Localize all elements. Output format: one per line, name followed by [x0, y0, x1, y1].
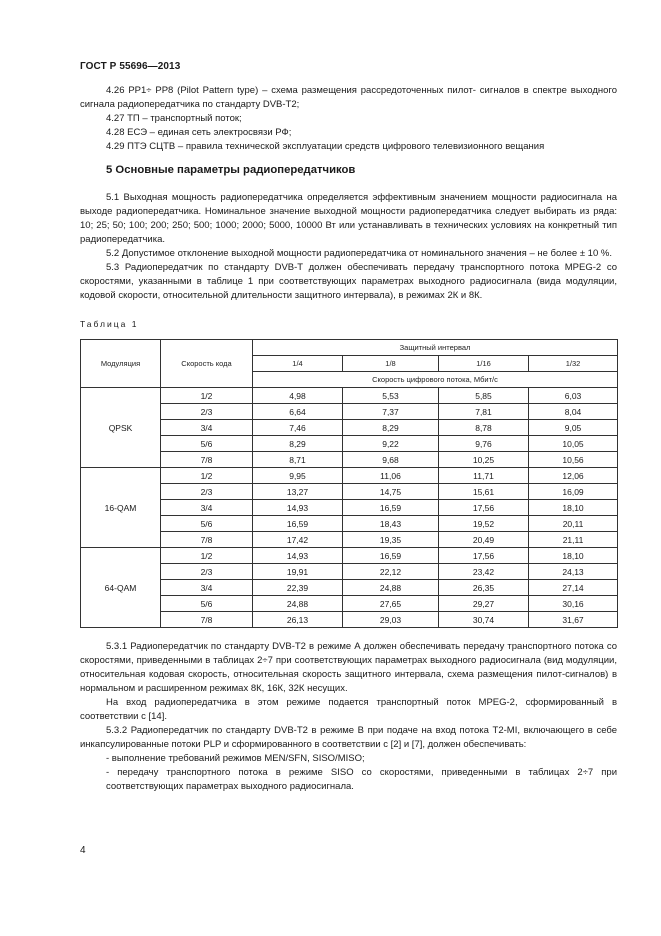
bitrate-cell: 30,16: [529, 596, 618, 612]
bitrate-cell: 10,05: [529, 436, 618, 452]
definition-4-28: 4.28 ЕСЭ – единая сеть электросвязи РФ;: [106, 127, 292, 138]
table-row: [81, 548, 618, 564]
bitrate-cell: 20,49: [439, 532, 529, 548]
bitrate-cell: 22,39: [253, 580, 343, 596]
page-content: [80, 84, 617, 794]
header-guard-1-32: 1/32: [529, 356, 618, 372]
bitrate-cell: 17,56: [439, 548, 529, 564]
bitrate-cell: 10,56: [529, 452, 618, 468]
bitrate-cell: 8,29: [253, 436, 343, 452]
bitrate-cell: 26,13: [253, 612, 343, 628]
document-header: ГОСТ Р 55696—2013: [80, 61, 181, 72]
bitrate-cell: 9,05: [529, 420, 618, 436]
header-guard-interval: Защитный интервал: [253, 340, 618, 356]
bitrate-cell: 7,37: [343, 404, 439, 420]
bitrate-cell: 8,78: [439, 420, 529, 436]
bitrate-cell: 22,12: [343, 564, 439, 580]
code-rate-cell: 1/2: [161, 548, 253, 564]
bitrate-cell: 7,81: [439, 404, 529, 420]
bitrate-cell: 6,64: [253, 404, 343, 420]
bitrate-cell: 19,35: [343, 532, 439, 548]
bitrate-cell: 16,59: [253, 516, 343, 532]
bitrate-cell: 16,09: [529, 484, 618, 500]
table-row: [81, 436, 618, 452]
code-rate-cell: 2/3: [161, 484, 253, 500]
bitrate-cell: 18,43: [343, 516, 439, 532]
bitrate-cell: 17,42: [253, 532, 343, 548]
table-row: [81, 484, 618, 500]
table-row: [81, 452, 618, 468]
modulation-cell: QPSK: [81, 388, 161, 468]
bitrate-cell: 24,88: [253, 596, 343, 612]
code-rate-cell: 7/8: [161, 532, 253, 548]
bitrate-cell: 16,59: [343, 500, 439, 516]
table-row: [81, 420, 618, 436]
bitrate-cell: 17,56: [439, 500, 529, 516]
bitrate-cell: 29,03: [343, 612, 439, 628]
bitrate-cell: 19,52: [439, 516, 529, 532]
bitrate-cell: 8,71: [253, 452, 343, 468]
bitrate-cell: 27,14: [529, 580, 618, 596]
bitrate-cell: 30,74: [439, 612, 529, 628]
table-row: [81, 580, 618, 596]
header-guard-1-4: 1/4: [253, 356, 343, 372]
bitrate-cell: 8,04: [529, 404, 618, 420]
bitrate-cell: 14,93: [253, 548, 343, 564]
header-bitrate-unit: Скорость цифрового потока, Мбит/с: [253, 372, 618, 388]
bitrate-cell: 19,91: [253, 564, 343, 580]
header-guard-1-8: 1/8: [343, 356, 439, 372]
bitrate-cell: 11,71: [439, 468, 529, 484]
definition-4-27: 4.27 ТП – транспортный поток;: [106, 113, 242, 124]
page-number: 4: [80, 845, 86, 856]
bitrate-cell: 6,03: [529, 388, 618, 404]
bitrate-cell: 10,25: [439, 452, 529, 468]
bitrate-cell: 7,46: [253, 420, 343, 436]
table-row: [81, 596, 618, 612]
paragraph-5-1: 5.1 Выходная мощность радиопередатчика определяется эффективным значением мощности радиосигнала на выходе радиопередатчика. Номинальное значение выходной мощности радиопередатчика следует выбирать из ряда: 10; 25; 50; 100; 200; 250; 500; 1000; 2000; 5000, 10000 Вт или устанавливать в технических условиях на конкретный тип радиопередатчика.: [80, 192, 617, 245]
code-rate-cell: 5/6: [161, 596, 253, 612]
list-item-men-sfn: - выполнение требований режимов MEN/SFN, SISO/MISO;: [106, 753, 365, 764]
code-rate-cell: 7/8: [161, 452, 253, 468]
bitrate-cell: 9,95: [253, 468, 343, 484]
bitrate-cell: 31,67: [529, 612, 618, 628]
paragraph-5-3: 5.3 Радиопередатчик по стандарту DVB-T должен обеспечивать передачу транспортного потока MPEG-2 со скоростями, указанными в таблице 1 при соответствующих параметрах выходного радиосигнала (вида модуляции, кодовой скорости, относительной длительности защитного интервала), в режимах 2К и 8К.: [80, 262, 617, 301]
bitrate-cell: 23,42: [439, 564, 529, 580]
section-title: 5 Основные параметры радиопередатчиков: [106, 164, 356, 176]
code-rate-cell: 5/6: [161, 436, 253, 452]
bitrate-cell: 4,98: [253, 388, 343, 404]
bitrate-cell: 14,93: [253, 500, 343, 516]
bitrate-cell: 9,76: [439, 436, 529, 452]
definition-4-26: 4.26 PP1÷ PP8 (Pilot Pattern type) – схема размещения рассредоточенных пилот- сигналов в спектре выходного сигнала радиопередатчика по стандарту DVB-T2;: [80, 85, 617, 110]
table-row: [81, 612, 618, 628]
bitrate-cell: 18,10: [529, 548, 618, 564]
bitrate-cell: 24,88: [343, 580, 439, 596]
bitrate-cell: 5,53: [343, 388, 439, 404]
code-rate-cell: 5/6: [161, 516, 253, 532]
paragraph-5-3-1: 5.3.1 Радиопередатчик по стандарту DVB-T2 в режиме А должен обеспечивать передачу транспортного потока со скоростями, приведенными в таблицах 2÷7 при соответствующих параметрах выходного радиосигнала (вид модуляции, относительная кодовая скорость, относительная скорость защитного интервала, схема размещения пилот-сигналов) в нормальном и расширенном режимах 8К, 16К, 32К несущих.: [80, 641, 617, 694]
bitrate-cell: 18,10: [529, 500, 618, 516]
modulation-cell: 16-QAM: [81, 468, 161, 548]
table-caption: Таблица 1: [80, 319, 139, 329]
paragraph-5-3-2: 5.3.2 Радиопередатчик по стандарту DVB-T2 в режиме В при подаче на вход потока T2-MI, включающего в себе инкапсулированные потоки PLP и сформированного в соответствии с [2] и [7], должен обеспечивать:: [80, 725, 617, 750]
modulation-cell: 64-QAM: [81, 548, 161, 628]
code-rate-cell: 1/2: [161, 468, 253, 484]
table-row: [81, 564, 618, 580]
table-row: [81, 468, 618, 484]
code-rate-cell: 1/2: [161, 388, 253, 404]
table-row: [81, 532, 618, 548]
definition-4-29: 4.29 ПТЭ СЦТВ – правила технической эксплуатации средств цифрового телевизионного вещания: [106, 141, 545, 152]
bitrate-cell: 9,22: [343, 436, 439, 452]
bitrate-cell: 11,06: [343, 468, 439, 484]
header-guard-1-16: 1/16: [439, 356, 529, 372]
header-modulation: Модуляция: [81, 340, 161, 388]
table-row: [81, 516, 618, 532]
bitrate-cell: 14,75: [343, 484, 439, 500]
bitrate-cell: 5,85: [439, 388, 529, 404]
bitrate-cell: 15,61: [439, 484, 529, 500]
header-code-rate: Скорость кода: [161, 340, 253, 388]
bitrate-cell: 16,59: [343, 548, 439, 564]
bitrate-cell: 21,11: [529, 532, 618, 548]
code-rate-cell: 2/3: [161, 404, 253, 420]
bitrate-cell: 8,29: [343, 420, 439, 436]
bitrate-cell: 24,13: [529, 564, 618, 580]
paragraph-mpeg2-input: На вход радиопередатчика в этом режиме подается транспортный поток MPEG-2, сформированный в соответствии с [14].: [80, 697, 617, 722]
code-rate-cell: 2/3: [161, 564, 253, 580]
code-rate-cell: 3/4: [161, 420, 253, 436]
list-item-siso-transfer: - передачу транспортного потока в режиме SISO со скоростями, приведенными в таблицах 2÷7 при соответствующих параметрах выходного радиосигнала.: [106, 767, 617, 792]
table-row: [81, 500, 618, 516]
paragraph-5-2: 5.2 Допустимое отклонение выходной мощности радиопередатчика от номинального значения – не более ± 10 %.: [106, 248, 612, 259]
code-rate-cell: 3/4: [161, 500, 253, 516]
bitrate-cell: 20,11: [529, 516, 618, 532]
bitrate-cell: 27,65: [343, 596, 439, 612]
bitrate-cell: 12,06: [529, 468, 618, 484]
bitrate-cell: 9,68: [343, 452, 439, 468]
bitrate-table: [80, 339, 618, 628]
code-rate-cell: 7/8: [161, 612, 253, 628]
table-row: [81, 404, 618, 420]
bitrate-cell: 26,35: [439, 580, 529, 596]
bitrate-cell: 13,27: [253, 484, 343, 500]
table-row: [81, 388, 618, 404]
bitrate-cell: 29,27: [439, 596, 529, 612]
code-rate-cell: 3/4: [161, 580, 253, 596]
